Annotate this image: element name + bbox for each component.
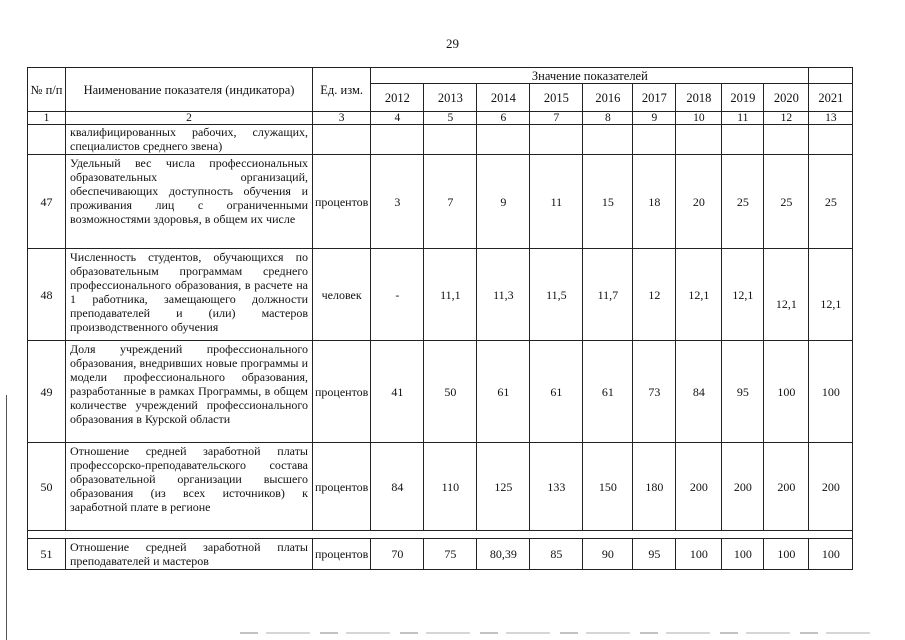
table-gap: [28, 531, 853, 539]
indicators-table: [27, 67, 853, 570]
column-number: 4: [371, 112, 424, 125]
value-cell: 61: [477, 341, 530, 443]
value-cell: 11,7: [583, 249, 633, 341]
value-cell: 11,5: [530, 249, 583, 341]
value-cell: 50: [424, 341, 477, 443]
value-cell: 20: [676, 155, 722, 249]
value-cell: 61: [530, 341, 583, 443]
name-header: Наименование показателя (индикатора): [66, 68, 313, 112]
value-cell: 25: [809, 155, 853, 249]
value-cell: 100: [809, 341, 853, 443]
value-cell: 84: [371, 443, 424, 531]
values-header-extra: [809, 68, 853, 84]
value-cell: 18: [633, 155, 676, 249]
year-cell: 2016: [583, 84, 633, 112]
table-row: [28, 249, 853, 341]
page-number: 29: [446, 36, 459, 51]
value-cell: 61: [583, 341, 633, 443]
value-cell: 133: [530, 443, 583, 531]
value-cell: 90: [583, 539, 633, 570]
value-cell: 12,1: [809, 249, 853, 341]
value-cell: 80,39: [477, 539, 530, 570]
value-cell: 84: [676, 341, 722, 443]
value-cell: 85: [530, 539, 583, 570]
indicator-name: Отношение средней заработной платы преподавателей и мастеров: [66, 539, 313, 570]
value-cell: 11,1: [424, 249, 477, 341]
column-number: 10: [676, 112, 722, 125]
value-cell: 150: [583, 443, 633, 531]
unit-cell: процентов: [313, 341, 371, 443]
scan-artifact-line: [240, 632, 880, 634]
year-cell: 2019: [722, 84, 764, 112]
value-cell: -: [371, 249, 424, 341]
year-cell: 2012: [371, 84, 424, 112]
column-number: 6: [477, 112, 530, 125]
year-cell: 2020: [764, 84, 809, 112]
unit-cell: процентов: [313, 155, 371, 249]
continuation-row: [28, 125, 853, 155]
value-cell: 95: [633, 539, 676, 570]
value-cell: 11,3: [477, 249, 530, 341]
value-cell: 110: [424, 443, 477, 531]
column-number: 2: [66, 112, 313, 125]
unit-cell: процентов: [313, 539, 371, 570]
value-cell: 9: [477, 155, 530, 249]
row-number: 50: [28, 443, 66, 531]
value-cell: 200: [676, 443, 722, 531]
row-number: 48: [28, 249, 66, 341]
column-number: 5: [424, 112, 477, 125]
value-cell: 180: [633, 443, 676, 531]
value-cell: 12,1: [764, 249, 809, 341]
value-cell: 200: [764, 443, 809, 531]
value-cell: 7: [424, 155, 477, 249]
unit-header: Ед. изм.: [313, 68, 371, 112]
table-row: [28, 443, 853, 531]
year-cell: 2013: [424, 84, 477, 112]
value-cell: 12: [633, 249, 676, 341]
value-cell: 200: [722, 443, 764, 531]
indicator-name: Доля учреждений профессионального образования, внедривших новые программы и модели профессионального образования, разработанные в рамках Программы, в общем количестве учреждений профессионального образования в Курской области: [66, 341, 313, 443]
value-cell: 100: [722, 539, 764, 570]
column-number: 12: [764, 112, 809, 125]
indicator-name: Удельный вес числа профессиональных образовательных организаций, обеспечивающих доступность обучения и проживания лиц с ограниченными возможностями здоровья, в общем их числе: [66, 155, 313, 249]
left-margin-rule: [6, 395, 7, 640]
values-header: Значение показателей: [371, 68, 809, 84]
row-number: 47: [28, 155, 66, 249]
value-cell: 3: [371, 155, 424, 249]
value-cell: 100: [809, 539, 853, 570]
value-cell: 12,1: [676, 249, 722, 341]
value-cell: 41: [371, 341, 424, 443]
value-cell: 125: [477, 443, 530, 531]
value-cell: 12,1: [722, 249, 764, 341]
table-row: [28, 155, 853, 249]
year-cell: 2017: [633, 84, 676, 112]
year-cell: 2018: [676, 84, 722, 112]
table-row: [28, 341, 853, 443]
continuation-text: квалифицированных рабочих, служащих, специалистов среднего звена): [66, 125, 313, 155]
value-cell: 25: [764, 155, 809, 249]
column-number: 8: [583, 112, 633, 125]
unit-cell: процентов: [313, 443, 371, 531]
value-cell: 100: [764, 539, 809, 570]
year-cell: 2021: [809, 84, 853, 112]
unit-cell: человек: [313, 249, 371, 341]
value-cell: 15: [583, 155, 633, 249]
value-cell: 70: [371, 539, 424, 570]
column-number: 7: [530, 112, 583, 125]
value-cell: 73: [633, 341, 676, 443]
value-cell: 11: [530, 155, 583, 249]
value-cell: 100: [764, 341, 809, 443]
indicator-name: Численность студентов, обучающихся по образовательным программам среднего профессионального образования, в расчете на 1 работника, замещающего должности преподавателей и (или) мастеров производственного обучения: [66, 249, 313, 341]
year-cell: 2014: [477, 84, 530, 112]
value-cell: 95: [722, 341, 764, 443]
column-number: 1: [28, 112, 66, 125]
table-row: [28, 539, 853, 570]
header-row-top: [28, 68, 853, 84]
column-number: 3: [313, 112, 371, 125]
column-number: 9: [633, 112, 676, 125]
row-number: 49: [28, 341, 66, 443]
row-number: 51: [28, 539, 66, 570]
value-cell: 25: [722, 155, 764, 249]
year-cell: 2015: [530, 84, 583, 112]
column-number: 11: [722, 112, 764, 125]
column-number-row: [28, 112, 853, 125]
value-cell: 75: [424, 539, 477, 570]
indicator-name: Отношение средней заработной платы профессорско-преподавательского состава образовательной организации высшего образования (из всех источников) к заработной плате в регионе: [66, 443, 313, 531]
value-cell: 200: [809, 443, 853, 531]
column-number: 13: [809, 112, 853, 125]
num-header: № п/п: [28, 68, 66, 112]
value-cell: 100: [676, 539, 722, 570]
